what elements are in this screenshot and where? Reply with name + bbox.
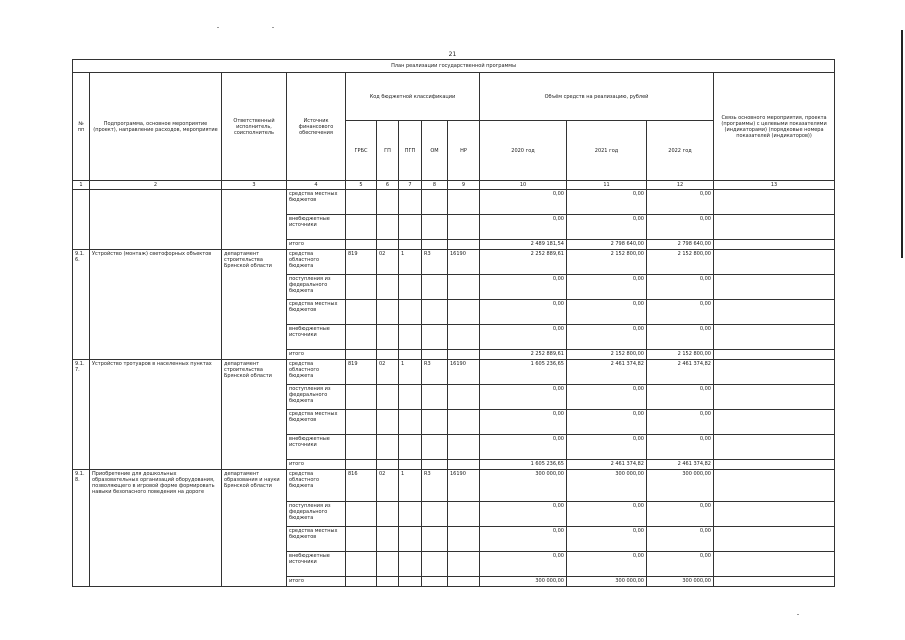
cell-code <box>422 552 448 577</box>
cell-code <box>422 350 448 360</box>
header-om: ОМ <box>422 121 448 181</box>
cell-2021: 0,00 <box>567 502 647 527</box>
cell-2021: 0,00 <box>567 190 647 215</box>
cell-code <box>399 325 422 350</box>
cell-2022: 0,00 <box>647 435 714 460</box>
scan-speck <box>217 27 219 28</box>
cell-code <box>448 577 480 587</box>
page-number: 21 <box>448 51 457 58</box>
cell-code <box>346 190 377 215</box>
cell-code <box>448 410 480 435</box>
cell-link <box>714 350 835 360</box>
header-pgp: ПГП <box>399 121 422 181</box>
scan-speck <box>797 614 799 615</box>
cell-link <box>714 435 835 460</box>
cell-2020: 0,00 <box>480 410 567 435</box>
column-numbers-row <box>73 181 835 190</box>
cell-2021: 0,00 <box>567 552 647 577</box>
cell-2022: 2 152 800,00 <box>647 350 714 360</box>
cell-source: итого <box>287 350 346 360</box>
cell-code <box>422 300 448 325</box>
cell-code <box>399 552 422 577</box>
cell-2021: 300 000,00 <box>567 577 647 587</box>
cell-2021: 0,00 <box>567 215 647 240</box>
program-plan-table <box>72 59 835 587</box>
cell-code <box>399 190 422 215</box>
cell-nr: 16190 <box>448 250 480 275</box>
cell-source: внебюджетные источники <box>287 325 346 350</box>
cell-code <box>448 435 480 460</box>
cell-code <box>377 460 399 470</box>
cell-name <box>90 190 222 250</box>
cell-2020: 0,00 <box>480 325 567 350</box>
cell-2021: 2 152 800,00 <box>567 250 647 275</box>
cell-code <box>346 552 377 577</box>
cell-code <box>346 435 377 460</box>
cell-2021: 0,00 <box>567 435 647 460</box>
cell-grbs: 819 <box>346 250 377 275</box>
cell-2022: 300 000,00 <box>647 470 714 502</box>
cell-link <box>714 410 835 435</box>
cell-code <box>448 460 480 470</box>
cell-no: 9.1.8. <box>73 470 90 587</box>
cell-2022: 2 461 374,82 <box>647 360 714 385</box>
cell-code <box>448 527 480 552</box>
column-number: 9 <box>448 181 480 190</box>
cell-2022: 2 152 800,00 <box>647 250 714 275</box>
cell-code <box>346 502 377 527</box>
cell-2021: 0,00 <box>567 300 647 325</box>
cell-code <box>377 240 399 250</box>
cell-2022: 0,00 <box>647 275 714 300</box>
cell-source: итого <box>287 460 346 470</box>
cell-source: средства местных бюджетов <box>287 527 346 552</box>
header-2021: 2021 год <box>567 121 647 181</box>
cell-code <box>377 300 399 325</box>
cell-no <box>73 190 90 250</box>
cell-pgp: 1 <box>399 470 422 502</box>
cell-grbs: 819 <box>346 360 377 385</box>
cell-2021: 0,00 <box>567 385 647 410</box>
cell-nr: 16190 <box>448 360 480 385</box>
cell-code <box>448 275 480 300</box>
cell-code <box>399 527 422 552</box>
cell-name: Устройство тротуаров в населенных пунктах <box>90 360 222 470</box>
cell-2020: 0,00 <box>480 552 567 577</box>
cell-2020: 2 489 181,54 <box>480 240 567 250</box>
column-number: 12 <box>647 181 714 190</box>
cell-code <box>422 325 448 350</box>
cell-code <box>422 385 448 410</box>
cell-code <box>346 240 377 250</box>
cell-link <box>714 470 835 502</box>
cell-code <box>346 350 377 360</box>
cell-code <box>377 325 399 350</box>
cell-2022: 0,00 <box>647 385 714 410</box>
cell-gp: 02 <box>377 470 399 502</box>
cell-om: R3 <box>422 250 448 275</box>
table-row <box>73 360 835 385</box>
cell-code <box>422 502 448 527</box>
cell-code <box>422 275 448 300</box>
cell-code <box>448 502 480 527</box>
cell-code <box>346 275 377 300</box>
column-number: 3 <box>222 181 287 190</box>
cell-pgp: 1 <box>399 250 422 275</box>
cell-pgp: 1 <box>399 360 422 385</box>
cell-2022: 2 798 640,00 <box>647 240 714 250</box>
cell-2021: 300 000,00 <box>567 470 647 502</box>
cell-code <box>448 190 480 215</box>
cell-code <box>422 240 448 250</box>
scan-edge-line <box>901 30 903 258</box>
cell-executor <box>222 190 287 250</box>
cell-2022: 2 461 374,82 <box>647 460 714 470</box>
cell-2021: 2 152 800,00 <box>567 350 647 360</box>
cell-link <box>714 502 835 527</box>
cell-code <box>422 435 448 460</box>
column-number: 13 <box>714 181 835 190</box>
cell-code <box>346 410 377 435</box>
cell-link <box>714 240 835 250</box>
cell-2021: 0,00 <box>567 527 647 552</box>
cell-code <box>377 190 399 215</box>
cell-2021: 0,00 <box>567 410 647 435</box>
cell-2022: 0,00 <box>647 552 714 577</box>
cell-source: средства областного бюджета <box>287 360 346 385</box>
cell-source: средства местных бюджетов <box>287 300 346 325</box>
cell-2021: 2 461 374,82 <box>567 460 647 470</box>
cell-source: поступления из федерального бюджета <box>287 502 346 527</box>
cell-code <box>346 460 377 470</box>
cell-code <box>422 527 448 552</box>
table-row <box>73 250 835 275</box>
cell-code <box>377 552 399 577</box>
cell-code <box>377 435 399 460</box>
cell-2022: 0,00 <box>647 190 714 215</box>
cell-link <box>714 460 835 470</box>
header-2022: 2022 год <box>647 121 714 181</box>
cell-2020: 1 605 236,65 <box>480 360 567 385</box>
cell-code <box>448 215 480 240</box>
cell-code <box>422 577 448 587</box>
cell-2020: 2 252 889,61 <box>480 350 567 360</box>
cell-code <box>422 190 448 215</box>
cell-code <box>377 385 399 410</box>
cell-link <box>714 190 835 215</box>
cell-code <box>377 275 399 300</box>
column-number: 1 <box>73 181 90 190</box>
header-2020: 2020 год <box>480 121 567 181</box>
column-number: 8 <box>422 181 448 190</box>
cell-source: средства областного бюджета <box>287 470 346 502</box>
cell-executor: департамент образования и науки Брянской области <box>222 470 287 587</box>
table-row <box>73 470 835 502</box>
cell-grbs: 816 <box>346 470 377 502</box>
cell-code <box>377 527 399 552</box>
cell-2020: 2 252 889,61 <box>480 250 567 275</box>
cell-code <box>346 385 377 410</box>
cell-code <box>399 215 422 240</box>
cell-2020: 0,00 <box>480 385 567 410</box>
header-no: № пп <box>73 73 90 181</box>
cell-code <box>377 502 399 527</box>
cell-2022: 0,00 <box>647 215 714 240</box>
header-executor: Ответственный исполнитель, соисполнитель <box>222 73 287 181</box>
cell-no: 9.1.6. <box>73 250 90 360</box>
cell-2020: 300 000,00 <box>480 577 567 587</box>
cell-code <box>448 325 480 350</box>
cell-code <box>346 577 377 587</box>
cell-code <box>346 300 377 325</box>
cell-2020: 300 000,00 <box>480 470 567 502</box>
cell-code <box>346 527 377 552</box>
cell-code <box>399 435 422 460</box>
cell-link <box>714 325 835 350</box>
column-number: 11 <box>567 181 647 190</box>
cell-code <box>422 215 448 240</box>
cell-link <box>714 300 835 325</box>
cell-source: средства областного бюджета <box>287 250 346 275</box>
cell-source: поступления из федерального бюджета <box>287 385 346 410</box>
cell-name: Устройство (монтаж) светофорных объектов <box>90 250 222 360</box>
cell-source: внебюджетные источники <box>287 552 346 577</box>
header-volume: Объём средств на реализацию, рублей <box>480 73 714 121</box>
cell-link <box>714 385 835 410</box>
cell-code <box>399 502 422 527</box>
cell-name: Приобретение для дошкольных образовательных организаций оборудования, позволяющего в игровой форме формировать навыки безопасного поведения на дороге <box>90 470 222 587</box>
cell-no: 9.1.7. <box>73 360 90 470</box>
cell-2021: 0,00 <box>567 325 647 350</box>
cell-code <box>346 215 377 240</box>
header-grbs: ГРБС <box>346 121 377 181</box>
cell-2021: 2 461 374,82 <box>567 360 647 385</box>
cell-2022: 0,00 <box>647 325 714 350</box>
header-nr: НР <box>448 121 480 181</box>
table-row <box>73 190 835 215</box>
cell-link <box>714 552 835 577</box>
cell-link <box>714 215 835 240</box>
cell-link <box>714 577 835 587</box>
cell-code <box>448 350 480 360</box>
cell-2022: 0,00 <box>647 527 714 552</box>
cell-code <box>399 460 422 470</box>
cell-2022: 0,00 <box>647 410 714 435</box>
cell-2021: 2 798 640,00 <box>567 240 647 250</box>
cell-nr: 16190 <box>448 470 480 502</box>
cell-2020: 0,00 <box>480 435 567 460</box>
header-link: Связь основного мероприятия, проекта (программы) с целевыми показателями (индикаторами) (порядковые номера показателей (индикаторов)) <box>714 73 835 181</box>
cell-executor: департамент строительства Брянской области <box>222 360 287 470</box>
cell-source: итого <box>287 577 346 587</box>
column-number: 5 <box>346 181 377 190</box>
cell-om: R3 <box>422 360 448 385</box>
column-number: 7 <box>399 181 422 190</box>
cell-code <box>346 325 377 350</box>
column-number: 10 <box>480 181 567 190</box>
cell-2020: 0,00 <box>480 502 567 527</box>
cell-code <box>422 410 448 435</box>
cell-source: внебюджетные источники <box>287 215 346 240</box>
scan-speck <box>272 27 274 28</box>
cell-link <box>714 360 835 385</box>
cell-code <box>448 300 480 325</box>
cell-link <box>714 527 835 552</box>
column-number: 6 <box>377 181 399 190</box>
cell-code <box>399 350 422 360</box>
cell-code <box>399 410 422 435</box>
header-budget-code: Код бюджетной классификации <box>346 73 480 121</box>
column-number: 4 <box>287 181 346 190</box>
cell-2020: 0,00 <box>480 527 567 552</box>
cell-source: итого <box>287 240 346 250</box>
cell-om: R3 <box>422 470 448 502</box>
cell-2020: 0,00 <box>480 215 567 240</box>
header-name: Подпрограмма, основное мероприятие (проект), направление расходов, мероприятие <box>90 73 222 181</box>
cell-source: внебюджетные источники <box>287 435 346 460</box>
cell-code <box>399 300 422 325</box>
header-gp: ГП <box>377 121 399 181</box>
column-number: 2 <box>90 181 222 190</box>
cell-2021: 0,00 <box>567 275 647 300</box>
cell-link <box>714 275 835 300</box>
cell-2020: 0,00 <box>480 300 567 325</box>
cell-code <box>448 240 480 250</box>
table-title: План реализации государственной программы <box>73 60 835 73</box>
cell-2022: 300 000,00 <box>647 577 714 587</box>
cell-gp: 02 <box>377 250 399 275</box>
cell-code <box>377 410 399 435</box>
cell-source: поступления из федерального бюджета <box>287 275 346 300</box>
cell-2022: 0,00 <box>647 300 714 325</box>
cell-code <box>399 275 422 300</box>
cell-2020: 0,00 <box>480 275 567 300</box>
cell-2022: 0,00 <box>647 502 714 527</box>
cell-code <box>422 460 448 470</box>
header-source: Источник финансового обеспечения <box>287 73 346 181</box>
cell-source: средства местных бюджетов <box>287 410 346 435</box>
cell-code <box>377 215 399 240</box>
cell-code <box>377 350 399 360</box>
cell-2020: 0,00 <box>480 190 567 215</box>
cell-code <box>377 577 399 587</box>
cell-code <box>399 577 422 587</box>
cell-code <box>448 552 480 577</box>
cell-link <box>714 250 835 275</box>
cell-code <box>399 385 422 410</box>
cell-gp: 02 <box>377 360 399 385</box>
cell-executor: департамент строительства Брянской области <box>222 250 287 360</box>
cell-2020: 1 605 236,65 <box>480 460 567 470</box>
cell-code <box>399 240 422 250</box>
cell-code <box>448 385 480 410</box>
cell-source: средства местных бюджетов <box>287 190 346 215</box>
